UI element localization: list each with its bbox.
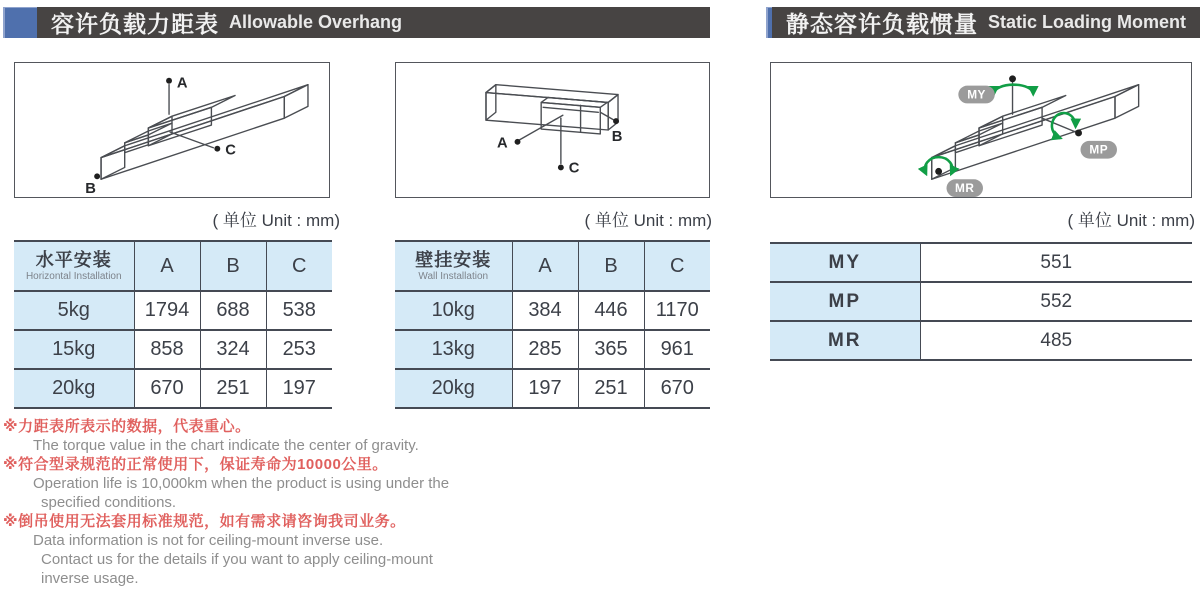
value-b: 446 (578, 291, 644, 330)
column-header-c: C (644, 241, 710, 291)
point-c-label: C (225, 142, 236, 159)
note-zh-life: ※符合型录规范的正常使用下，保证寿命为10000公里。 (3, 456, 388, 473)
note-zh-torque: ※力距表所表示的数据，代表重心。 (3, 418, 251, 435)
moment-label-my: MY (770, 243, 920, 282)
column-header-b: B (200, 241, 266, 291)
load-label: 20kg (14, 369, 134, 408)
table-row (14, 330, 332, 369)
my-rotation-arrow (994, 85, 1033, 94)
value-c: 197 (266, 369, 332, 408)
header-bar (37, 7, 710, 38)
header-accent-square (3, 7, 37, 38)
note-en-ceiling-2: Contact us for the details if you want to apply ceiling-mount (41, 551, 433, 568)
row-header-en: Wall Installation (418, 271, 489, 282)
table-row (395, 330, 710, 369)
column-header-a: A (512, 241, 578, 291)
value-a: 384 (512, 291, 578, 330)
value-a: 285 (512, 330, 578, 369)
row-header-zh: 壁挂安装 (415, 250, 492, 270)
table-row (395, 291, 710, 330)
note-zh-ceiling: ※倒吊使用无法套用标准规范，如有需求请咨询我司业务。 (3, 513, 406, 530)
horizontal-installation-diagram (14, 62, 330, 198)
mp-rotation-arrow (1052, 113, 1076, 138)
wall-installation-drawing (396, 63, 709, 197)
value-a: 197 (512, 369, 578, 408)
value-b: 251 (200, 369, 266, 408)
unit-label-wall: ( 单位 Unit : mm) (584, 211, 712, 230)
my-axis-dot (1009, 75, 1016, 82)
value-b: 365 (578, 330, 644, 369)
table-row (14, 369, 332, 408)
static-moment-diagram (770, 62, 1192, 198)
point-b-label: B (85, 181, 96, 197)
footnotes (3, 417, 583, 588)
point-a-label: A (176, 75, 188, 92)
load-label: 10kg (395, 291, 512, 330)
value-a: 1794 (134, 291, 200, 330)
static-moment-table (770, 242, 1192, 361)
value-c: 1170 (644, 291, 710, 330)
horizontal-installation-table (14, 240, 332, 409)
table-header-row (395, 241, 710, 291)
table-row (770, 321, 1192, 360)
value-a: 858 (134, 330, 200, 369)
mp-badge-label: MP (1089, 142, 1109, 157)
mr-badge-label: MR (955, 181, 975, 196)
row-header-cell (395, 241, 512, 291)
my-badge-label: MY (967, 87, 986, 102)
value-b: 324 (200, 330, 266, 369)
point-b-label: B (611, 128, 623, 145)
wall-installation-table (395, 240, 710, 409)
column-header-b: B (578, 241, 644, 291)
row-header-en: Horizontal Installation (25, 271, 122, 282)
value-c: 253 (266, 330, 332, 369)
value-b: 251 (578, 369, 644, 408)
static-loading-moment-header (766, 7, 1200, 38)
note-en-life-2: specified conditions. (41, 494, 177, 511)
allowable-overhang-header (3, 7, 710, 38)
value-c: 538 (266, 291, 332, 330)
point-a-dot (166, 78, 172, 84)
static-moment-drawing (771, 63, 1191, 197)
unit-label-horizontal: ( 单位 Unit : mm) (212, 211, 340, 230)
table-row (770, 282, 1192, 321)
note-en-ceiling-3: inverse usage. (41, 570, 139, 587)
moment-label-mr: MR (770, 321, 920, 360)
unit-label-moment: ( 单位 Unit : mm) (1067, 211, 1195, 230)
point-b-dot (613, 118, 619, 124)
load-label: 5kg (14, 291, 134, 330)
header-bar (772, 7, 1200, 38)
table-row (395, 369, 710, 408)
mp-axis-dot (1075, 130, 1082, 137)
value-a: 670 (134, 369, 200, 408)
moment-value-my: 551 (920, 243, 1192, 282)
point-c-dot (558, 164, 564, 170)
static-loading-moment-title-zh: 静态容许负载惯量 (786, 11, 978, 37)
column-header-a: A (134, 241, 200, 291)
horizontal-installation-drawing (15, 63, 329, 197)
point-b-dot (94, 173, 100, 179)
allowable-overhang-title-zh: 容许负载力距表 (51, 11, 219, 37)
point-a-dot (515, 139, 521, 145)
table-header-row (14, 241, 332, 291)
allowable-overhang-title-en: Allowable Overhang (229, 12, 403, 32)
static-loading-moment-title-en: Static Loading Moment (988, 12, 1186, 32)
table-row (770, 243, 1192, 282)
value-c: 670 (644, 369, 710, 408)
load-label: 13kg (395, 330, 512, 369)
row-header-cell (14, 241, 134, 291)
table-row (14, 291, 332, 330)
rail-wireframe (101, 85, 308, 180)
load-label: 15kg (14, 330, 134, 369)
moment-value-mp: 552 (920, 282, 1192, 321)
value-b: 688 (200, 291, 266, 330)
mr-axis-dot (935, 168, 942, 175)
column-header-c: C (266, 241, 332, 291)
point-c-label: C (568, 160, 580, 177)
note-en-life-1: Operation life is 10,000km when the product is using under the (33, 475, 450, 492)
point-a-label: A (496, 135, 508, 152)
note-en-torque: The torque value in the chart indicate the center of gravity. (33, 437, 419, 454)
moment-label-mp: MP (770, 282, 920, 321)
value-c: 961 (644, 330, 710, 369)
note-en-ceiling-1: Data information is not for ceiling-mount inverse use. (33, 532, 384, 549)
moment-value-mr: 485 (920, 321, 1192, 360)
row-header-zh: 水平安装 (35, 250, 112, 270)
load-label: 20kg (395, 369, 512, 408)
point-c-dot (214, 146, 220, 152)
wall-installation-diagram (395, 62, 710, 198)
